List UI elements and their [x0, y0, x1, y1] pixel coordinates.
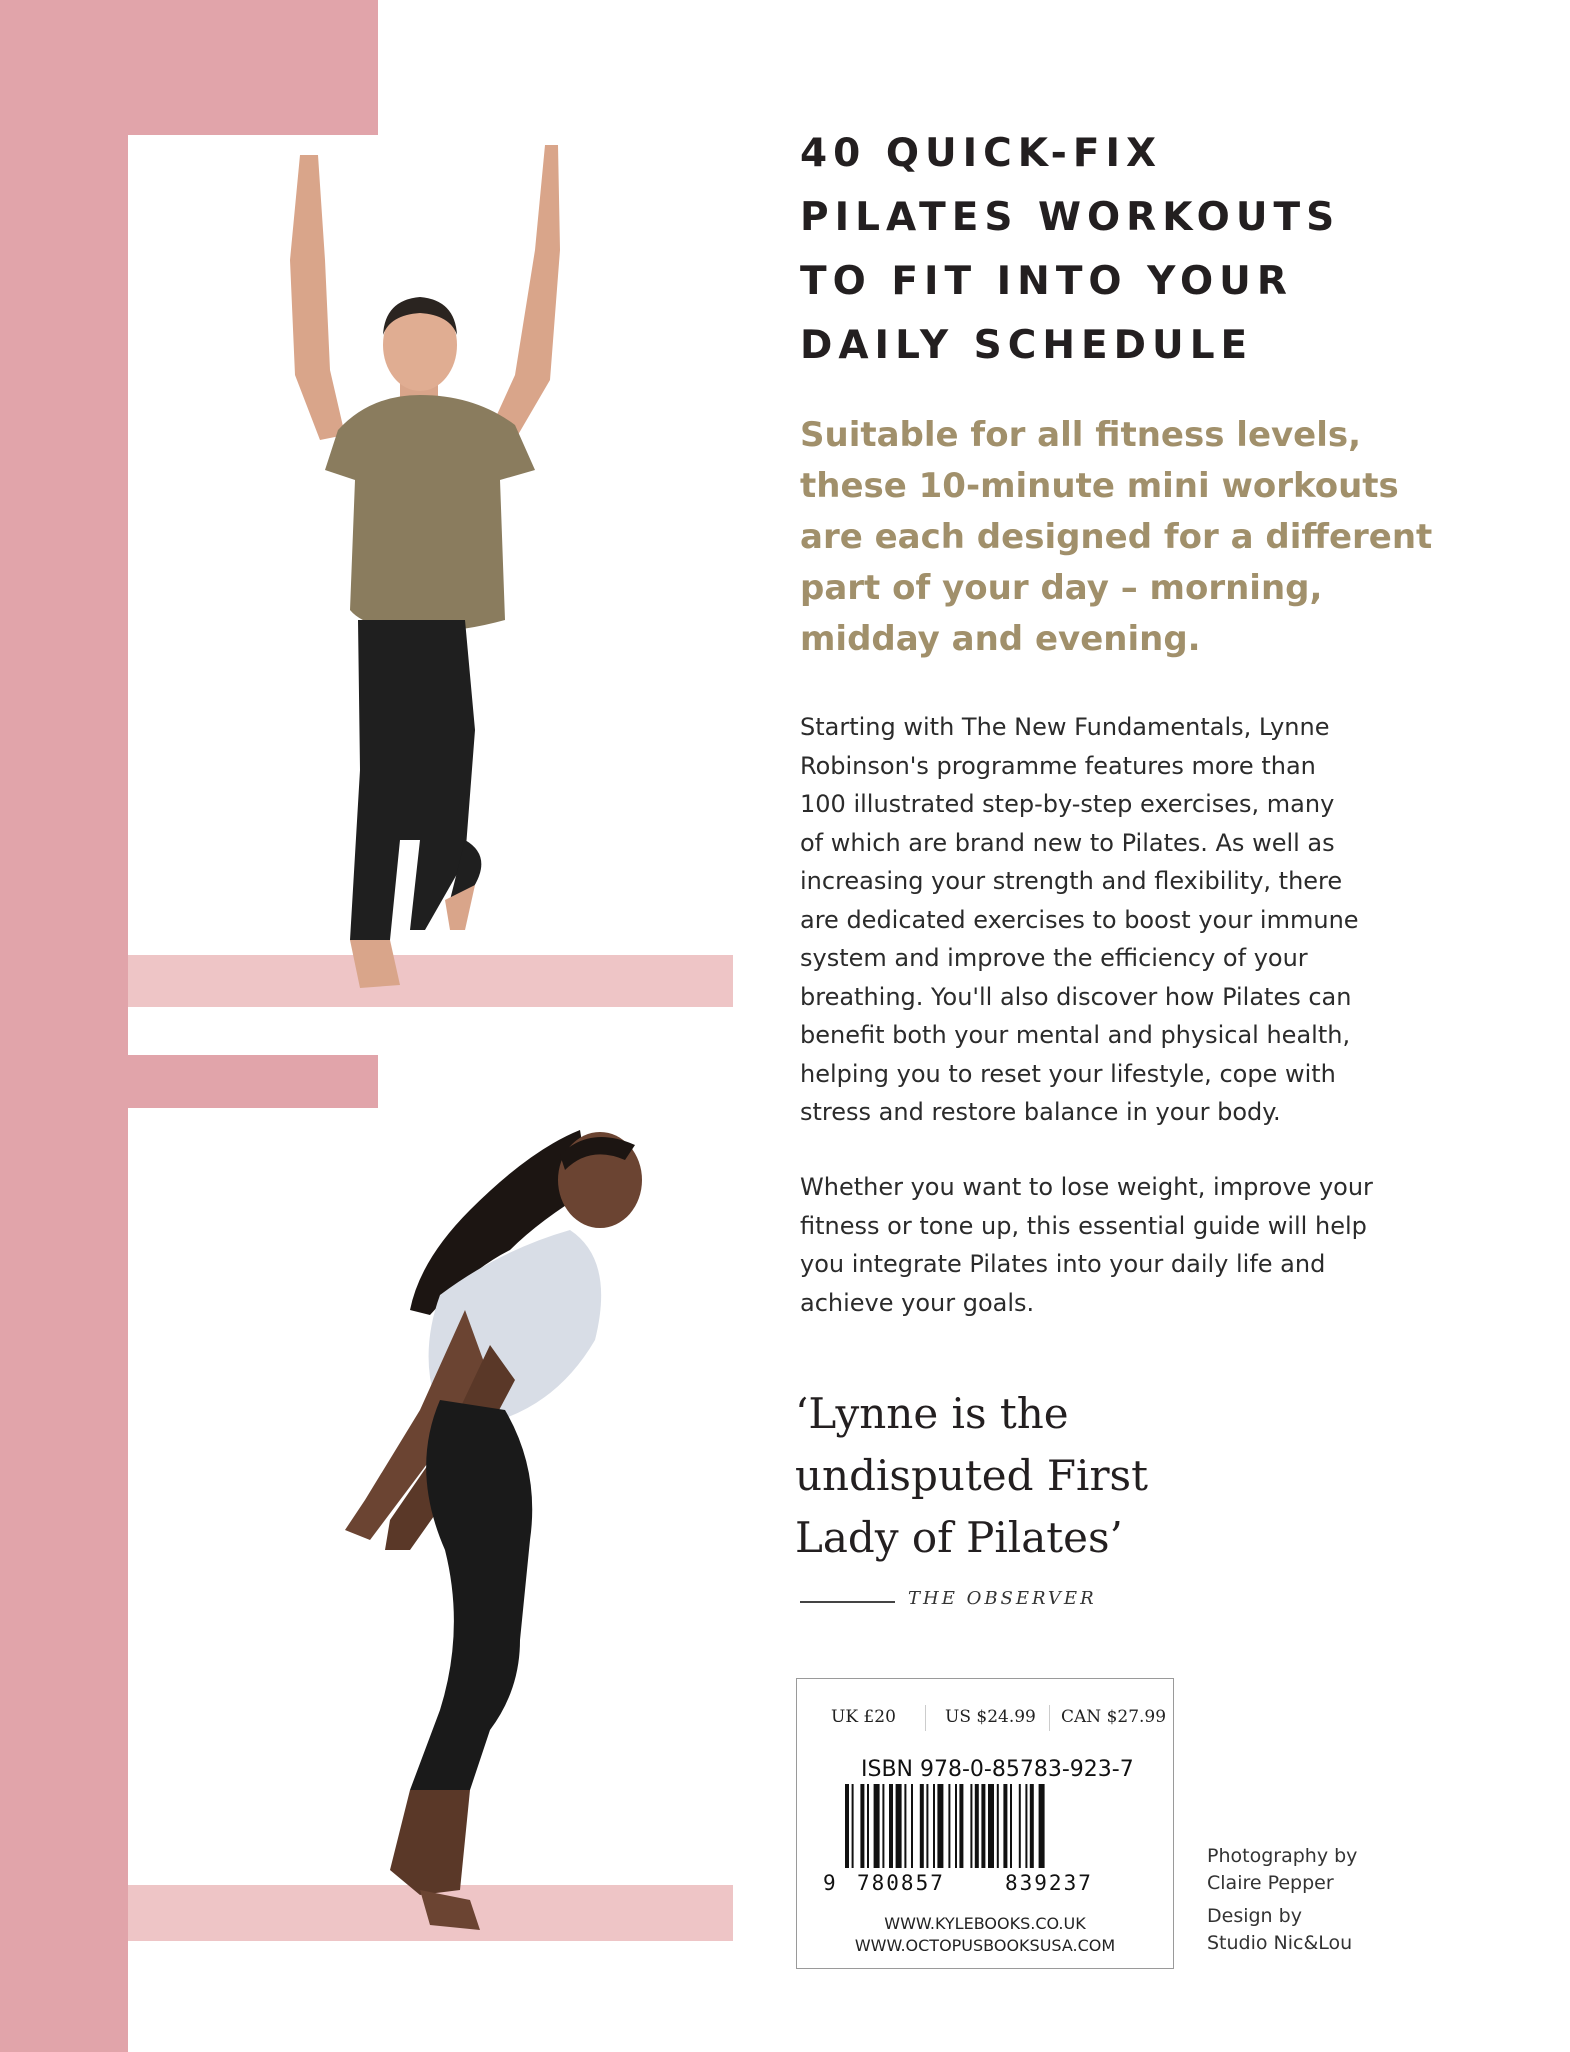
attribution-rule — [800, 1601, 895, 1603]
headline-line: TO FIT INTO YOUR — [800, 259, 1293, 304]
price-row — [797, 1699, 1173, 1739]
lead-paragraph — [800, 410, 1520, 665]
body-paragraph-1 — [800, 708, 1520, 1132]
isbn-number: ISBN 978-0-85783-923-7 — [861, 1757, 1134, 1782]
body-line: are dedicated exercises to boost your immune — [800, 905, 1359, 934]
price-uk: UK £20 — [831, 1707, 896, 1727]
barcode-digits-right: 839237 — [1005, 1871, 1093, 1894]
barcode-digit-prefix: 9 — [823, 1871, 836, 1894]
lead-line: are each designed for a different — [800, 517, 1433, 557]
body-paragraph-2 — [800, 1168, 1520, 1322]
barcode-digits-left: 780857 — [857, 1871, 945, 1894]
quote-line: Lady of Pilates’ — [795, 1513, 1123, 1562]
body-line: you integrate Pilates into your daily life and — [800, 1250, 1326, 1278]
lead-line: midday and evening. — [800, 619, 1201, 659]
price-barcode-box — [796, 1678, 1174, 1969]
body-line: increasing your strength and flexibility, there — [800, 867, 1343, 895]
headline — [800, 122, 1500, 378]
price-divider — [925, 1705, 926, 1731]
body-line: breathing. You'll also discover how Pilates can — [800, 982, 1352, 1011]
photographer-name: Claire Pepper — [1207, 1872, 1334, 1894]
woman-exercise-photo — [270, 1110, 690, 1950]
lead-line: these 10-minute mini workouts — [800, 466, 1399, 506]
price-divider — [1049, 1705, 1050, 1731]
headline-line: 40 QUICK-FIX — [800, 131, 1163, 176]
price-can: CAN $27.99 — [1061, 1707, 1167, 1727]
photography-credit — [1207, 1843, 1357, 1897]
body-line: Starting with The New Fundamentals, Lynne — [800, 713, 1330, 741]
man-exercise-photo — [250, 140, 580, 1000]
body-line: 100 illustrated step-by-step exercises, many — [800, 790, 1335, 818]
lead-line: part of your day – morning, — [800, 568, 1323, 608]
design-credit — [1207, 1903, 1352, 1957]
body-line: helping you to reset your lifestyle, cope with — [800, 1059, 1336, 1088]
body-line: benefit both your mental and physical health, — [800, 1021, 1351, 1049]
pull-quote — [795, 1383, 1515, 1569]
body-line: system and improve the efficiency of your — [800, 944, 1308, 972]
quote-line: ‘Lynne is the — [795, 1389, 1069, 1438]
headline-line: DAILY SCHEDULE — [800, 323, 1254, 368]
designer-name: Studio Nic&Lou — [1207, 1932, 1353, 1954]
lead-line: Suitable for all fitness levels, — [800, 415, 1362, 455]
body-line: Robinson's programme features more than — [800, 751, 1316, 780]
body-line: achieve your goals. — [800, 1288, 1035, 1317]
quote-attribution: THE OBSERVER — [908, 1588, 1097, 1609]
design-label: Design by — [1207, 1905, 1302, 1927]
photography-label: Photography by — [1207, 1845, 1358, 1867]
body-line: fitness or tone up, this essential guide will help — [800, 1211, 1367, 1240]
quote-line: undisputed First — [795, 1451, 1148, 1500]
barcode-image — [819, 1784, 1149, 1894]
body-line: of which are brand new to Pilates. As well as — [800, 828, 1335, 857]
publisher-url-us: WWW.OCTOPUSBOOKSUSA.COM — [854, 1936, 1116, 1955]
price-us: US $24.99 — [945, 1707, 1036, 1727]
publisher-url-uk: WWW.KYLEBOOKS.CO.UK — [884, 1914, 1086, 1933]
headline-line: PILATES WORKOUTS — [800, 195, 1341, 240]
body-line: Whether you want to lose weight, improve your — [800, 1173, 1373, 1201]
body-line: stress and restore balance in your body. — [800, 1098, 1281, 1126]
